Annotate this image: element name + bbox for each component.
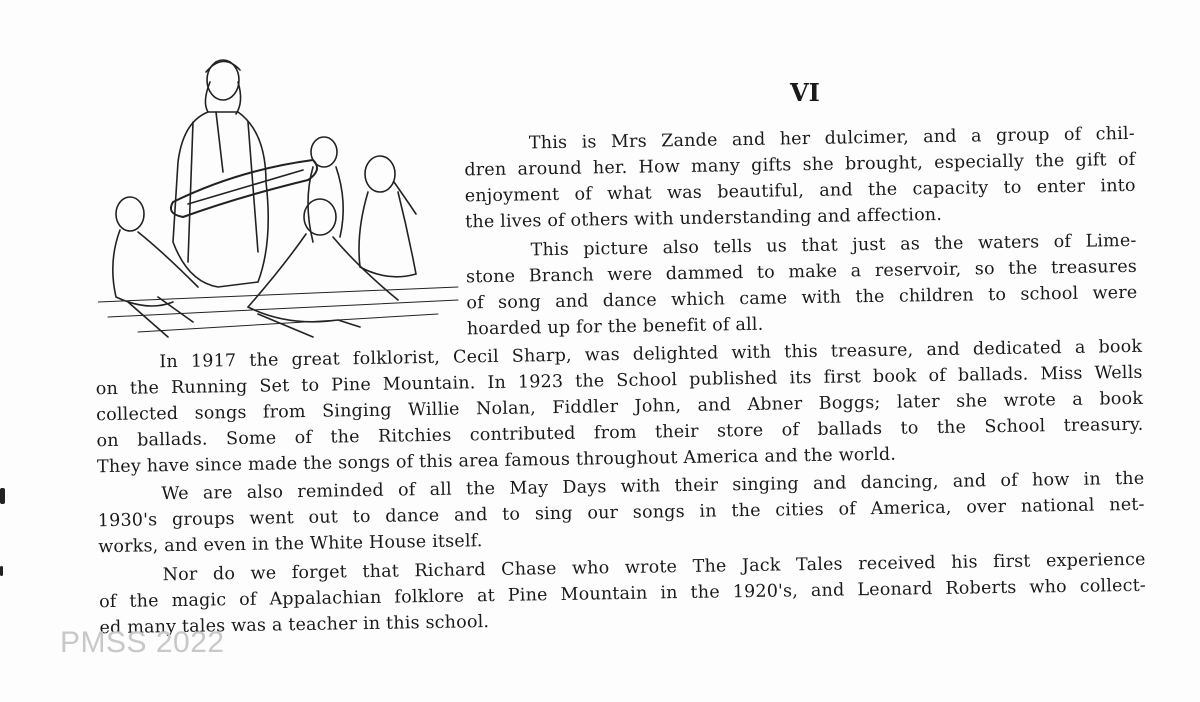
text-line: 1930's groups went out to dance and to sing our songs in the cities of America, over national net- [97, 494, 1145, 532]
page-number: VI [790, 78, 820, 107]
text-line: the lives of others with understanding and affection. [465, 204, 943, 233]
text-line: hoarded up for the benefit of all. [466, 314, 764, 340]
text-line: enjoyment of what was beautiful, and the capacity to enter into [464, 175, 1136, 207]
watermark: PMSS 2022 [60, 626, 225, 659]
text-line: In 1917 the great folklorist, Cecil Sharp, was delighted with this treasure, and dedicated a book [159, 336, 1143, 373]
text-line: on ballads. Some of the Ritchies contributed from their store of ballads to the School treasury. [96, 414, 1144, 452]
text-line: We are also reminded of all the May Days with their singing and dancing, and of how in the [161, 468, 1145, 505]
text-line: of song and dance which came with the children to school were [466, 282, 1138, 314]
text-line: ed many tales was a teacher in this school. [99, 612, 490, 639]
text-line: of the magic of Appalachian folklore at Pine Mountain in the 1920's, and Leonard Roberts who collect- [98, 575, 1147, 613]
text-line: This picture also tells us that just as the waters of Lime- [530, 230, 1137, 261]
text-line: stone Branch were dammed to make a reservoir, so the treasures [465, 256, 1138, 288]
text-line: They have since made the songs of this area famous throughout America and the world. [96, 444, 897, 478]
text-line: This is Mrs Zande and her dulcimer, and a group of chil- [528, 123, 1136, 154]
text-line: on the Running Set to Pine Mountain. In 1923 the School published its first book of ballads. Miss Wells [95, 362, 1143, 400]
text-line: collected songs from Singing Willie Nolan, Fiddler John, and Abner Boggs; later she wrote a book [96, 388, 1144, 426]
text-line: Nor do we forget that Richard Chase who wrote The Jack Tales received his first experience [162, 549, 1146, 586]
text-line: dren around her. How many gifts she brought, especially the gift of [464, 149, 1136, 181]
text-line: works, and even in the White House itself. [98, 531, 483, 558]
